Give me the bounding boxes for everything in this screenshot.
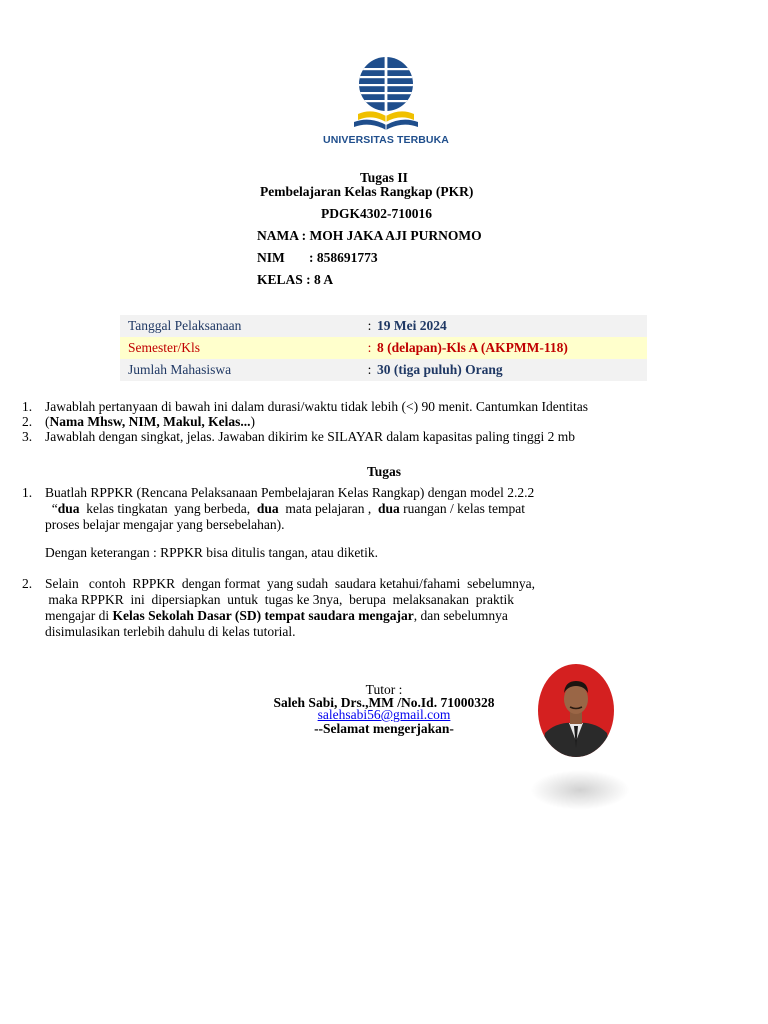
instruction-text: (Nama Mhsw, NIM, Makul, Kelas...) <box>45 414 256 429</box>
instruction-item <box>0 429 768 445</box>
tutor-email-link[interactable]: salehsabi56@gmail.com <box>317 707 451 722</box>
task-number: 2. <box>22 576 33 591</box>
row-label: Semester/Kls <box>128 340 200 355</box>
task-2-text: Selain contoh RPPKR dengan format yang sudah saudara ketahui/fahami sebelumnya, maka RPPKR ini dipersiapkan untuk tugas ke 3nya, berupa melaksanakan praktik mengajar di Kelas Sekolah Dasar (SD) tempat saudara mengajar, dan sebelumnya disimulasikan terlebih dahulu di kelas tutorial. <box>45 576 536 639</box>
student-nim: : 858691773 <box>309 250 378 265</box>
student-name: NAMA : MOH JAKA AJI PURNOMO <box>257 228 482 243</box>
student-class: KELAS : 8 A <box>257 272 334 287</box>
photo-shadow <box>530 770 630 810</box>
instruction-number: 1. <box>22 399 33 414</box>
row-label: Tanggal Pelaksanaan <box>128 318 242 333</box>
course-title: Pembelajaran Kelas Rangkap (PKR) <box>260 184 474 199</box>
instruction-number: 3. <box>22 429 33 444</box>
table-row <box>120 359 647 381</box>
row-value: 8 (delapan)-Kls A (AKPMM-118) <box>377 340 568 355</box>
assignment-title: Tugas II <box>360 170 408 185</box>
row-separator: : <box>367 362 372 377</box>
info-table <box>120 315 647 381</box>
instruction-item <box>0 399 768 415</box>
row-label: Jumlah Mahasiswa <box>128 362 232 377</box>
course-code: PDGK4302-710016 <box>321 206 432 221</box>
tasks-heading: Tugas <box>366 464 402 479</box>
tutor-name: Saleh Sabi, Drs.,MM /No.Id. 71000328 <box>273 695 495 710</box>
instruction-item <box>0 414 768 430</box>
task-1-text: Buatlah RPPKR (Rencana Pelaksanaan Pembelajaran Kelas Rangkap) dengan model 2.2.2 “dua kelas tingkatan yang berbeda, dua mata pelajaran , dua ruangan / kelas tempat proses belajar mengajar yang bersebelahan). <box>45 485 535 532</box>
row-separator: : <box>367 318 372 333</box>
instruction-text: Jawablah dengan singkat, jelas. Jawaban dikirim ke SILAYAR dalam kapasitas paling tinggi 2 mb <box>45 429 576 444</box>
row-value: 19 Mei 2024 <box>377 318 447 333</box>
tutor-label: Tutor : <box>365 682 403 697</box>
university-name: UNIVERSITAS TERBUKA <box>323 134 449 146</box>
task-number: 1. <box>22 485 33 500</box>
instruction-text: Jawablah pertanyaan di bawah ini dalam durasi/waktu tidak lebih (<) 90 menit. Cantumkan Identitas <box>45 399 588 414</box>
instruction-number: 2. <box>22 414 33 429</box>
student-nim-label: NIM <box>257 250 285 265</box>
table-row <box>120 337 647 359</box>
closing-text: --Selamat mengerjakan- <box>314 721 454 736</box>
table-row <box>120 315 647 337</box>
row-separator: : <box>367 340 372 355</box>
task-1-note: Dengan keterangan : RPPKR bisa ditulis tangan, atau diketik. <box>45 545 378 560</box>
tutor-photo-icon <box>537 663 615 758</box>
row-value: 30 (tiga puluh) Orang <box>377 362 503 377</box>
